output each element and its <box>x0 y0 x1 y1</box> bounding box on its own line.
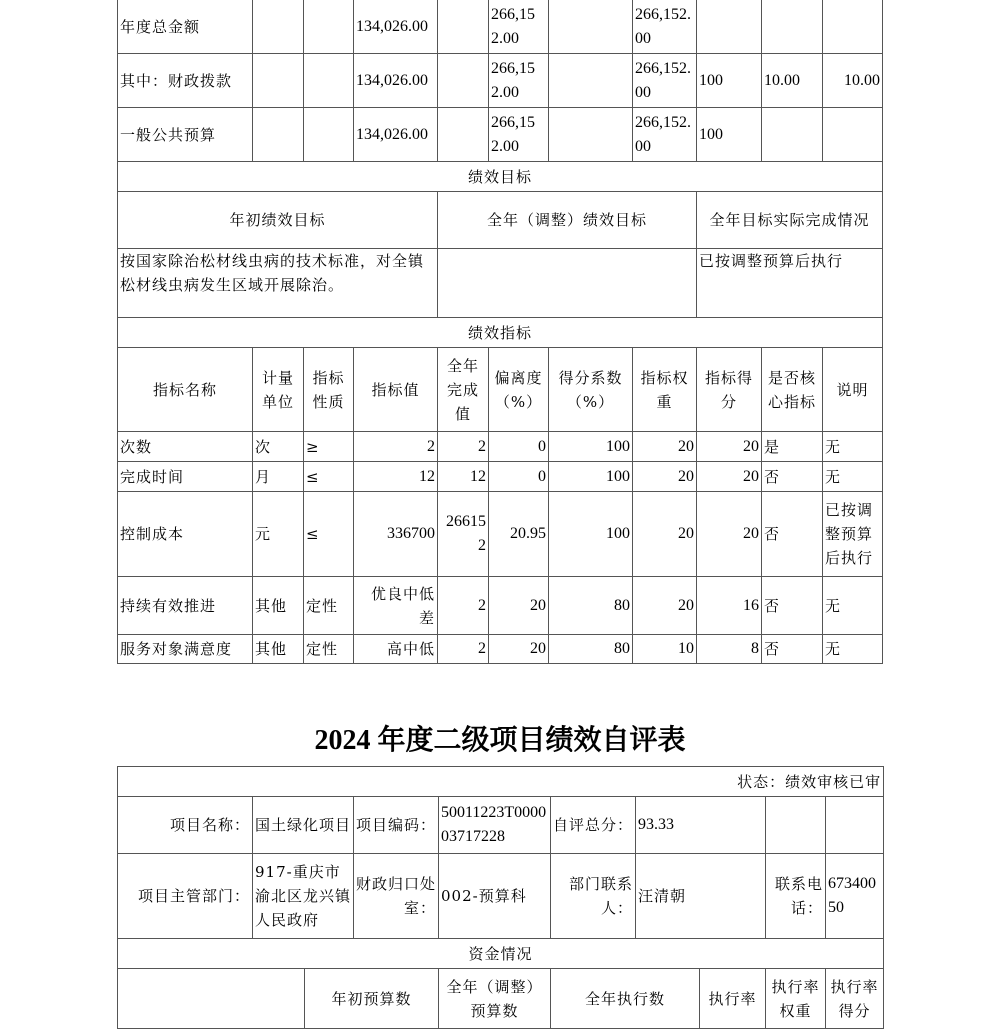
adjusted-budget: 266,152.00 <box>489 108 549 162</box>
initial-budget: 134,026.00 <box>354 108 438 162</box>
indicator-cell: 2 <box>438 577 489 635</box>
indicator-cell: 80 <box>549 635 633 664</box>
empty-cell <box>438 0 489 54</box>
empty-cell <box>438 108 489 162</box>
budget-label: 一般公共预算 <box>118 108 253 162</box>
project-name: 国土绿化项目 <box>253 797 354 854</box>
indicator-cell: 12 <box>438 462 489 492</box>
initial-budget: 134,026.00 <box>354 54 438 108</box>
indicator-column-header: 指标权重 <box>633 348 697 432</box>
indicator-cell: 高中低 <box>354 635 438 664</box>
indicator-cell: 100 <box>549 432 633 462</box>
rate-weight <box>762 108 823 162</box>
indicators-section-header: 绩效指标 <box>118 318 883 348</box>
initial-goal-header: 年初绩效目标 <box>118 192 438 249</box>
indicator-cell: 无 <box>823 462 883 492</box>
indicator-cell: 无 <box>823 635 883 664</box>
indicator-cell: 次 <box>253 432 304 462</box>
indicator-column-header: 计量单位 <box>253 348 304 432</box>
indicator-cell: 其他 <box>253 635 304 664</box>
score-label: 自评总分： <box>551 797 636 854</box>
execution-rate: 100 <box>697 108 762 162</box>
indicator-row <box>118 432 883 462</box>
rate-weight <box>762 0 823 54</box>
fund-header: 年初预算数 <box>305 969 439 1029</box>
indicator-cell: 20 <box>697 432 762 462</box>
indicator-row <box>118 462 883 492</box>
indicator-cell: 20 <box>697 492 762 577</box>
office-label: 财政归口处室： <box>354 854 439 939</box>
performance-table <box>117 0 883 664</box>
initial-goal-text: 按国家除治松材线虫病的技术标准，对全镇松材线虫病发生区域开展除治。 <box>118 249 438 318</box>
indicator-cell: 无 <box>823 432 883 462</box>
indicator-cell: 20.95 <box>489 492 549 577</box>
fund-header: 执行率权重 <box>766 969 826 1029</box>
empty-cell <box>118 969 305 1029</box>
indicator-cell: 否 <box>762 577 823 635</box>
actual-goal-header: 全年目标实际完成情况 <box>697 192 883 249</box>
indicator-cell: 无 <box>823 577 883 635</box>
indicator-cell: ≥ <box>304 432 354 462</box>
self-score: 93.33 <box>636 797 766 854</box>
rate-weight: 10.00 <box>762 54 823 108</box>
indicator-cell: 20 <box>633 577 697 635</box>
empty-cell <box>304 108 354 162</box>
dept-name: 917-重庆市渝北区龙兴镇人民政府 <box>253 854 354 939</box>
indicator-row <box>118 635 883 664</box>
indicator-cell: 12 <box>354 462 438 492</box>
indicator-cell: 月 <box>253 462 304 492</box>
indicator-header-row <box>118 348 883 432</box>
code-label: 项目编码： <box>354 797 439 854</box>
indicator-cell: 2 <box>438 432 489 462</box>
empty-cell <box>826 797 884 854</box>
empty-cell <box>438 54 489 108</box>
rate-score <box>823 0 883 54</box>
status-text: 状态：绩效审核已审 <box>118 767 884 797</box>
empty-cell <box>253 0 304 54</box>
indicator-cell: 20 <box>489 577 549 635</box>
indicator-column-header: 说明 <box>823 348 883 432</box>
executed-amount: 266,152.00 <box>633 54 697 108</box>
empty-cell <box>549 0 633 54</box>
contact-label: 部门联系人： <box>551 854 636 939</box>
empty-cell <box>549 108 633 162</box>
indicator-cell: 100 <box>549 492 633 577</box>
indicator-cell: ≤ <box>304 492 354 577</box>
fund-header: 全年执行数 <box>551 969 700 1029</box>
rate-score: 10.00 <box>823 54 883 108</box>
adjusted-budget: 266,152.00 <box>489 0 549 54</box>
goals-section-header: 绩效目标 <box>118 162 883 192</box>
indicator-cell: 16 <box>697 577 762 635</box>
indicator-cell: 完成时间 <box>118 462 253 492</box>
indicator-cell: 20 <box>633 462 697 492</box>
indicator-cell: 否 <box>762 492 823 577</box>
indicator-cell: 8 <box>697 635 762 664</box>
indicator-cell: 已按调整预算后执行 <box>823 492 883 577</box>
rate-score <box>823 108 883 162</box>
indicator-cell: 20 <box>489 635 549 664</box>
indicator-cell: 2 <box>438 635 489 664</box>
indicator-cell: ≤ <box>304 462 354 492</box>
indicator-cell: 80 <box>549 577 633 635</box>
budget-row <box>118 108 883 162</box>
fund-header: 执行率得分 <box>826 969 884 1029</box>
indicator-column-header: 指标名称 <box>118 348 253 432</box>
budget-row <box>118 0 883 54</box>
indicator-column-header: 偏离度（%） <box>489 348 549 432</box>
indicator-cell: 100 <box>549 462 633 492</box>
indicator-column-header: 是否核心指标 <box>762 348 823 432</box>
project-form-table <box>117 766 884 1029</box>
budget-label: 其中：财政拨款 <box>118 54 253 108</box>
adjusted-goal-header: 全年（调整）绩效目标 <box>438 192 697 249</box>
budget-label: 年度总金额 <box>118 0 253 54</box>
contact-name: 汪清朝 <box>636 854 766 939</box>
fund-header: 执行率 <box>700 969 766 1029</box>
indicator-cell: 其他 <box>253 577 304 635</box>
indicator-cell: 10 <box>633 635 697 664</box>
execution-rate <box>697 0 762 54</box>
indicator-cell: 266152 <box>438 492 489 577</box>
fund-header: 全年（调整）预算数 <box>439 969 551 1029</box>
indicator-cell: 336700 <box>354 492 438 577</box>
indicator-cell: 20 <box>633 432 697 462</box>
phone-number: 67340050 <box>826 854 884 939</box>
phone-label: 联系电话： <box>766 854 826 939</box>
indicator-cell: 定性 <box>304 577 354 635</box>
indicator-row <box>118 577 883 635</box>
indicator-column-header: 指标值 <box>354 348 438 432</box>
empty-cell <box>766 797 826 854</box>
office-name: 002-预算科 <box>439 854 551 939</box>
indicator-cell: 定性 <box>304 635 354 664</box>
executed-amount: 266,152.00 <box>633 0 697 54</box>
funds-section-header: 资金情况 <box>118 939 884 969</box>
empty-cell <box>549 54 633 108</box>
execution-rate: 100 <box>697 54 762 108</box>
empty-cell <box>304 54 354 108</box>
actual-goal-text: 已按调整预算后执行 <box>697 249 883 318</box>
indicator-cell: 服务对象满意度 <box>118 635 253 664</box>
indicator-cell: 20 <box>633 492 697 577</box>
indicator-cell: 优良中低差 <box>354 577 438 635</box>
indicator-row <box>118 492 883 577</box>
executed-amount: 266,152.00 <box>633 108 697 162</box>
indicator-column-header: 指标得分 <box>697 348 762 432</box>
indicator-cell: 否 <box>762 635 823 664</box>
adjusted-goal-text <box>438 249 697 318</box>
initial-budget: 134,026.00 <box>354 0 438 54</box>
indicator-cell: 持续有效推进 <box>118 577 253 635</box>
indicator-column-header: 得分系数（%） <box>549 348 633 432</box>
empty-cell <box>253 54 304 108</box>
page-title: 2024 年度二级项目绩效自评表 <box>314 725 686 756</box>
dept-label: 项目主管部门： <box>118 854 253 939</box>
indicator-cell: 次数 <box>118 432 253 462</box>
indicator-column-header: 指标性质 <box>304 348 354 432</box>
indicator-cell: 控制成本 <box>118 492 253 577</box>
empty-cell <box>253 108 304 162</box>
indicator-cell: 2 <box>354 432 438 462</box>
indicator-column-header: 全年完成值 <box>438 348 489 432</box>
indicator-cell: 20 <box>697 462 762 492</box>
indicator-cell: 元 <box>253 492 304 577</box>
indicator-cell: 0 <box>489 432 549 462</box>
empty-cell <box>304 0 354 54</box>
indicator-cell: 0 <box>489 462 549 492</box>
indicator-cell: 是 <box>762 432 823 462</box>
name-label: 项目名称： <box>118 797 253 854</box>
budget-row <box>118 54 883 108</box>
indicator-cell: 否 <box>762 462 823 492</box>
project-code: 50011223T000003717228 <box>439 797 551 854</box>
adjusted-budget: 266,152.00 <box>489 54 549 108</box>
